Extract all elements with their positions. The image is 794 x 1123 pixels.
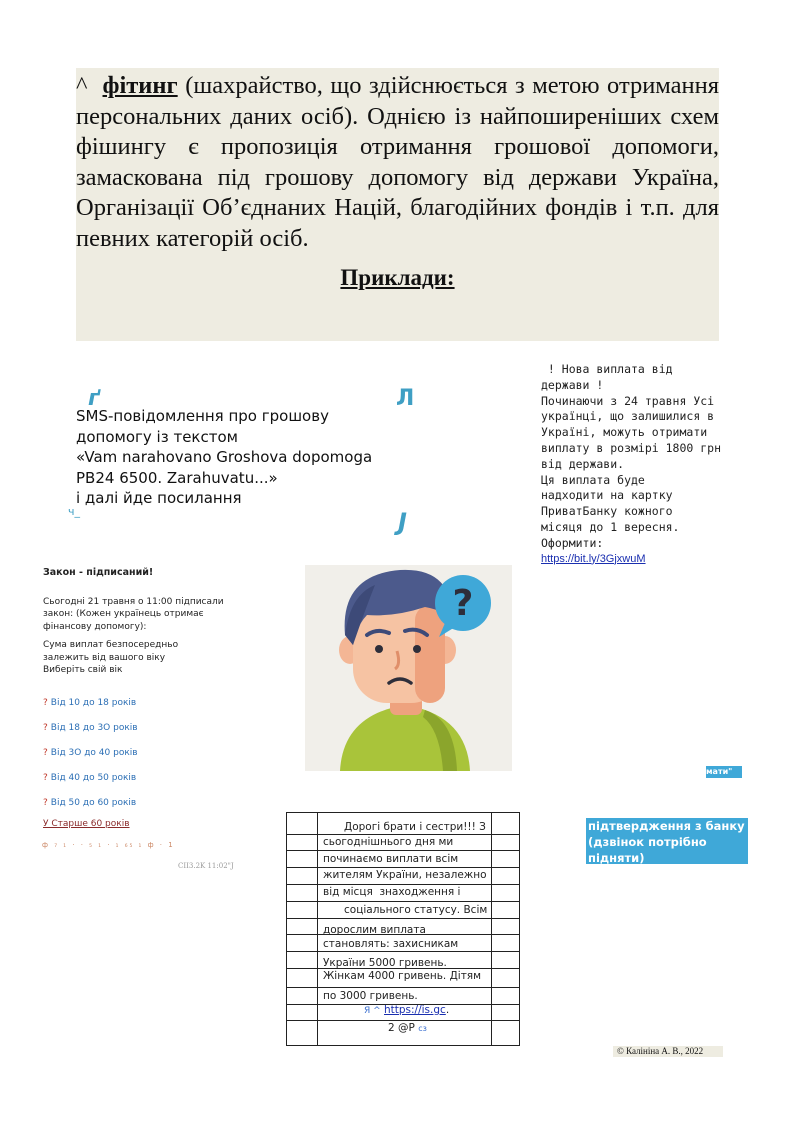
table-line: сьогоднішнього дня ми xyxy=(323,836,454,848)
steps-blue-box xyxy=(586,818,748,881)
table-line: жителям України, незалежно xyxy=(323,869,487,881)
message-line: ! Нова виплата від xyxy=(541,362,673,376)
timestamp-artifact: CII3.2K 11:02"J xyxy=(178,862,234,870)
message-line: надходити на картку xyxy=(541,488,673,503)
quote-mark-small-icon: ч_ xyxy=(68,505,80,518)
intro-paragraph xyxy=(76,68,719,254)
payment-scam-message xyxy=(541,362,731,567)
table-line: Жінкам 4000 гривень. Дітям xyxy=(323,970,482,982)
law-title: Закон - підписаний! xyxy=(43,567,154,578)
intro-term: фітинг xyxy=(102,72,178,99)
question-mark-icon: ? xyxy=(43,698,48,708)
question-mark-icon: ? xyxy=(43,798,48,808)
sms-line: SMS-повідомлення про грошову xyxy=(76,407,329,425)
link-suffix: . xyxy=(445,1004,450,1016)
law-line: Сьогодні 21 травня о 11:00 підписали xyxy=(43,596,224,607)
law-line: Сума виплат безпосередньо xyxy=(43,640,179,650)
law-line: закон: (Кожен українець отримає xyxy=(43,609,204,619)
intro-caret: ^ xyxy=(76,72,88,99)
message-line: виплату в розмірі 1800 грн xyxy=(541,440,722,455)
link-prefix: Я ^ xyxy=(364,1006,381,1016)
table-link-row xyxy=(364,1004,449,1016)
examples-heading: Приклади: xyxy=(340,265,455,290)
quote-mark-open-icon: ґ xyxy=(88,386,100,411)
table-footer xyxy=(388,1022,427,1034)
svg-text:?: ? xyxy=(452,583,474,624)
sms-example xyxy=(76,406,376,509)
steps-line: підтвердження з банку xyxy=(588,819,745,833)
table-line: починаємо виплати всім xyxy=(323,853,459,865)
sms-line: допомогу із текстом xyxy=(76,427,238,446)
law-line: фінансову допомогу): xyxy=(43,621,147,632)
cropped-blue-label: мати" xyxy=(706,766,742,778)
footer-suffix: сз xyxy=(418,1024,427,1033)
age-option-50-60[interactable] xyxy=(43,797,243,810)
intro-text: (шахрайство, що здійснюється з метою отримання персональних даних осіб). Однією із найпоширеніших схем фішингу є пропозиція отримання грошової допомоги, замаскована під грошову допомогу від держави Україна, Організації Об’єднаних Націй, благодійних фондів і т.п. для певних категорій осіб. xyxy=(76,72,720,252)
question-mark-icon: ? xyxy=(43,723,48,733)
age-option-10-18[interactable] xyxy=(43,697,243,710)
table-line: соціального статусу. Всім xyxy=(344,904,488,916)
table-line: по 3000 гривень. xyxy=(323,990,418,1002)
message-line: ПриватБанку кожного xyxy=(541,504,673,519)
confused-person-illustration xyxy=(305,565,512,771)
message-line: Починаючи з 24 травня Усі xyxy=(541,393,715,408)
artifact-text: ф ₇ ₁ · · ₅ ₁ · ₁ ₆₅ ₁ ф · 1 xyxy=(42,841,175,849)
message-line: українці, що залишилися в xyxy=(541,409,715,424)
law-scam-message xyxy=(43,567,243,830)
sms-line: і далі йде посилання xyxy=(76,489,242,507)
question-mark-icon: ? xyxy=(43,773,48,783)
steps-line: (дзвінок потрібно підняти) xyxy=(588,835,707,865)
age-option-40-50[interactable] xyxy=(43,772,243,785)
table-line: Дорогі брати і сестри!!! З xyxy=(344,821,486,833)
age-option-label: Від 10 до 18 років xyxy=(50,698,137,708)
scam-link[interactable]: https://bit.ly/3GjxwuM xyxy=(541,552,646,565)
age-option-label: Від 3О до 40 років xyxy=(50,748,138,758)
table-scam-link[interactable]: https://is.gc xyxy=(384,1004,446,1016)
message-line: держави ! xyxy=(541,377,604,392)
age-option-60-plus[interactable]: У Старше 60 років xyxy=(43,818,130,829)
quote-mark-close-icon: Л xyxy=(396,386,415,411)
age-option-30-40[interactable] xyxy=(43,747,243,760)
age-option-label: Від 40 до 50 років xyxy=(50,773,137,783)
confused-person-icon xyxy=(305,565,512,771)
sms-line: PB24 6500. Zarahuvatu...» xyxy=(76,468,278,487)
age-option-18-30[interactable] xyxy=(43,722,243,735)
message-line: Україні, можуть отримати xyxy=(541,425,708,440)
copyright: © Калініна А. В., 2022 xyxy=(613,1046,723,1057)
table-line: дорослим виплата xyxy=(323,924,426,936)
steps-line: 5. Отримання виплати. xyxy=(588,867,741,881)
quote-mark-bottom-icon: J xyxy=(398,508,407,536)
brothers-sisters-message-table xyxy=(286,812,520,1046)
sms-line: «Vam narahovano Groshova dopomoga xyxy=(76,448,373,466)
law-line: Виберіть свій вік xyxy=(43,665,123,675)
message-line: Ця виплата буде xyxy=(541,472,645,487)
table-line: України 5000 гривень. xyxy=(323,957,447,969)
table-line: становлять: захисникам xyxy=(323,938,459,950)
message-line: від держави. xyxy=(541,456,625,471)
table-line: від місця знаходження і xyxy=(323,886,461,898)
question-mark-icon: ? xyxy=(43,748,48,758)
age-option-label: Від 50 до 60 років xyxy=(50,798,137,808)
message-line: Оформити: xyxy=(541,535,604,550)
law-line: залежить від вашого віку xyxy=(43,652,166,663)
footer-text: 2 @Р xyxy=(388,1022,415,1034)
message-line: місяця до 1 вересня. xyxy=(541,519,680,534)
intro-block xyxy=(76,68,719,341)
age-option-label: Від 18 до 3О років xyxy=(50,723,138,733)
